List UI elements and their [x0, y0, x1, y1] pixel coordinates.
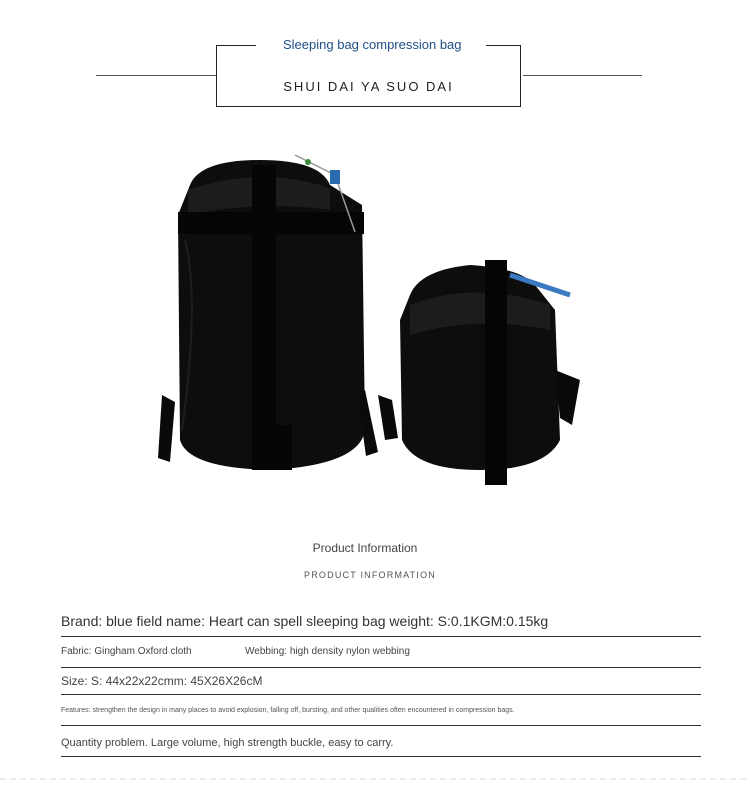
spec-divider	[61, 667, 701, 668]
spec-brand-line: Brand: blue field name: Heart can spell sleeping bag weight: S:0.1KGM:0.15kg	[61, 613, 549, 629]
title-pinyin: SHUI DAI YA SUO DAI	[283, 79, 454, 94]
spec-divider	[61, 725, 701, 726]
small-compression-bag	[378, 260, 580, 485]
title-frame	[216, 45, 521, 107]
spec-size: Size: S: 44x22x22cmm: 45X26X26cM	[61, 674, 263, 688]
section-title: Product Information	[312, 541, 418, 555]
section-subtitle: PRODUCT INFORMATION	[304, 570, 436, 580]
spec-fabric: Fabric: Gingham Oxford cloth	[61, 646, 192, 657]
title-rule-right	[523, 75, 642, 76]
bottom-dashed-border	[0, 778, 750, 780]
title-rule-left	[96, 75, 216, 76]
spec-divider	[61, 756, 701, 757]
spec-webbing: Webbing: high density nylon webbing	[245, 646, 410, 657]
large-compression-bag	[158, 155, 378, 470]
spec-quantity: Quantity problem. Large volume, high strength buckle, easy to carry.	[61, 737, 394, 749]
spec-features: Features: strengthen the design in many places to avoid explosion, falling off, bursting, and other qualities often encountered in compression bags.	[61, 707, 515, 714]
spec-divider	[61, 636, 701, 637]
title-chinese-translation: Sleeping bag compression bag	[283, 37, 462, 52]
spec-divider	[61, 694, 701, 695]
product-image	[140, 140, 600, 500]
